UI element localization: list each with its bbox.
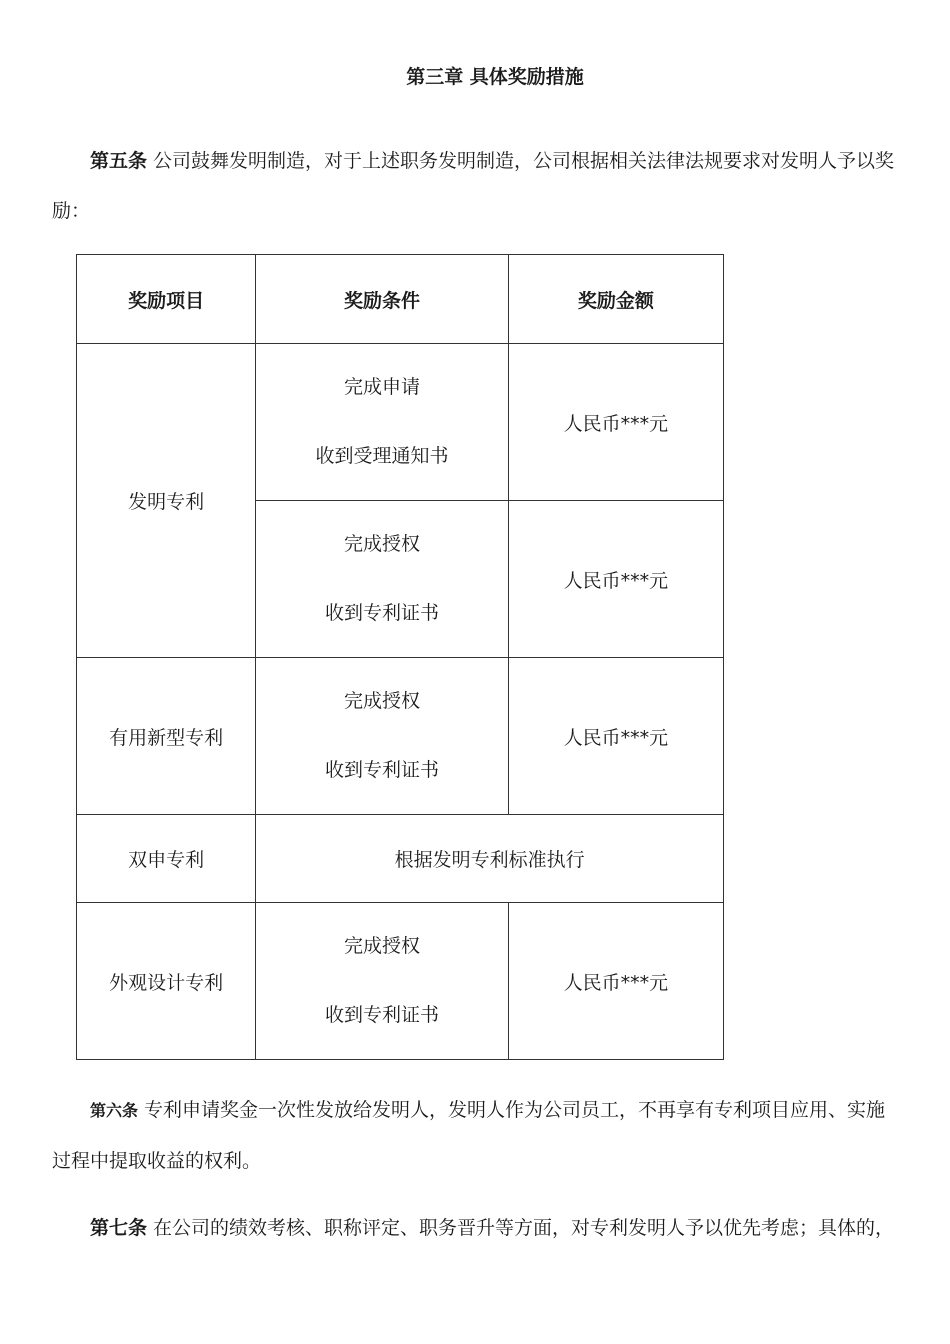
article-5-label: 第五条 — [90, 150, 148, 172]
article-7-text: 在公司的绩效考核、职称评定、职务晋升等方面，对专利发明人予以优先考虑；具体的， — [147, 1217, 895, 1239]
amount-cell: 人民币***元 — [508, 501, 723, 658]
article-5-text: 公司鼓舞发明制造，对于上述职务发明制造，公司根据相关法律法规要求对发明人予以奖励： — [52, 150, 895, 222]
table-row — [77, 344, 724, 501]
amount-cell: 人民币***元 — [508, 344, 723, 501]
article-7-label: 第七条 — [90, 1217, 148, 1239]
invention-patent-cell: 发明专利 — [77, 344, 256, 658]
article-7-paragraph — [52, 1203, 902, 1253]
header-reward-amount: 奖励金额 — [508, 255, 723, 344]
condition-line: 完成申请 — [343, 376, 420, 398]
article-6-paragraph — [52, 1085, 902, 1186]
amount-cell: 人民币***元 — [508, 903, 723, 1060]
amount-cell: 人民币***元 — [508, 658, 723, 815]
condition-line: 收到专利证书 — [324, 1004, 439, 1026]
header-reward-condition: 奖励条件 — [256, 255, 508, 344]
design-patent-cell: 外观设计专利 — [77, 903, 256, 1060]
dual-application-note-cell: 根据发明专利标准执行 — [256, 815, 724, 903]
table-row — [77, 903, 724, 1060]
table-header-row — [77, 255, 724, 344]
condition-line: 收到受理通知书 — [315, 445, 449, 467]
condition-cell — [256, 344, 508, 501]
utility-model-patent-cell: 有用新型专利 — [77, 658, 256, 815]
condition-line: 完成授权 — [343, 690, 420, 712]
condition-line: 收到专利证书 — [324, 602, 439, 624]
reward-table — [76, 254, 724, 1060]
header-reward-item: 奖励项目 — [77, 255, 256, 344]
condition-cell — [256, 501, 508, 658]
condition-line: 完成授权 — [343, 935, 420, 957]
article-5-paragraph — [52, 136, 902, 236]
chapter-title: 第三章 具体奖励措施 — [406, 66, 584, 88]
dual-application-patent-cell: 双申专利 — [77, 815, 256, 903]
condition-line: 完成授权 — [343, 533, 420, 555]
article-6-label: 第六条 — [90, 1101, 139, 1120]
table-row — [77, 815, 724, 903]
condition-line: 收到专利证书 — [324, 759, 439, 781]
article-6-text: 专利申请奖金一次性发放给发明人，发明人作为公司员工，不再享有专利项目应用、实施过程中提取收益的权利。 — [52, 1099, 886, 1172]
condition-cell — [256, 903, 508, 1060]
condition-cell — [256, 658, 508, 815]
table-row — [77, 658, 724, 815]
